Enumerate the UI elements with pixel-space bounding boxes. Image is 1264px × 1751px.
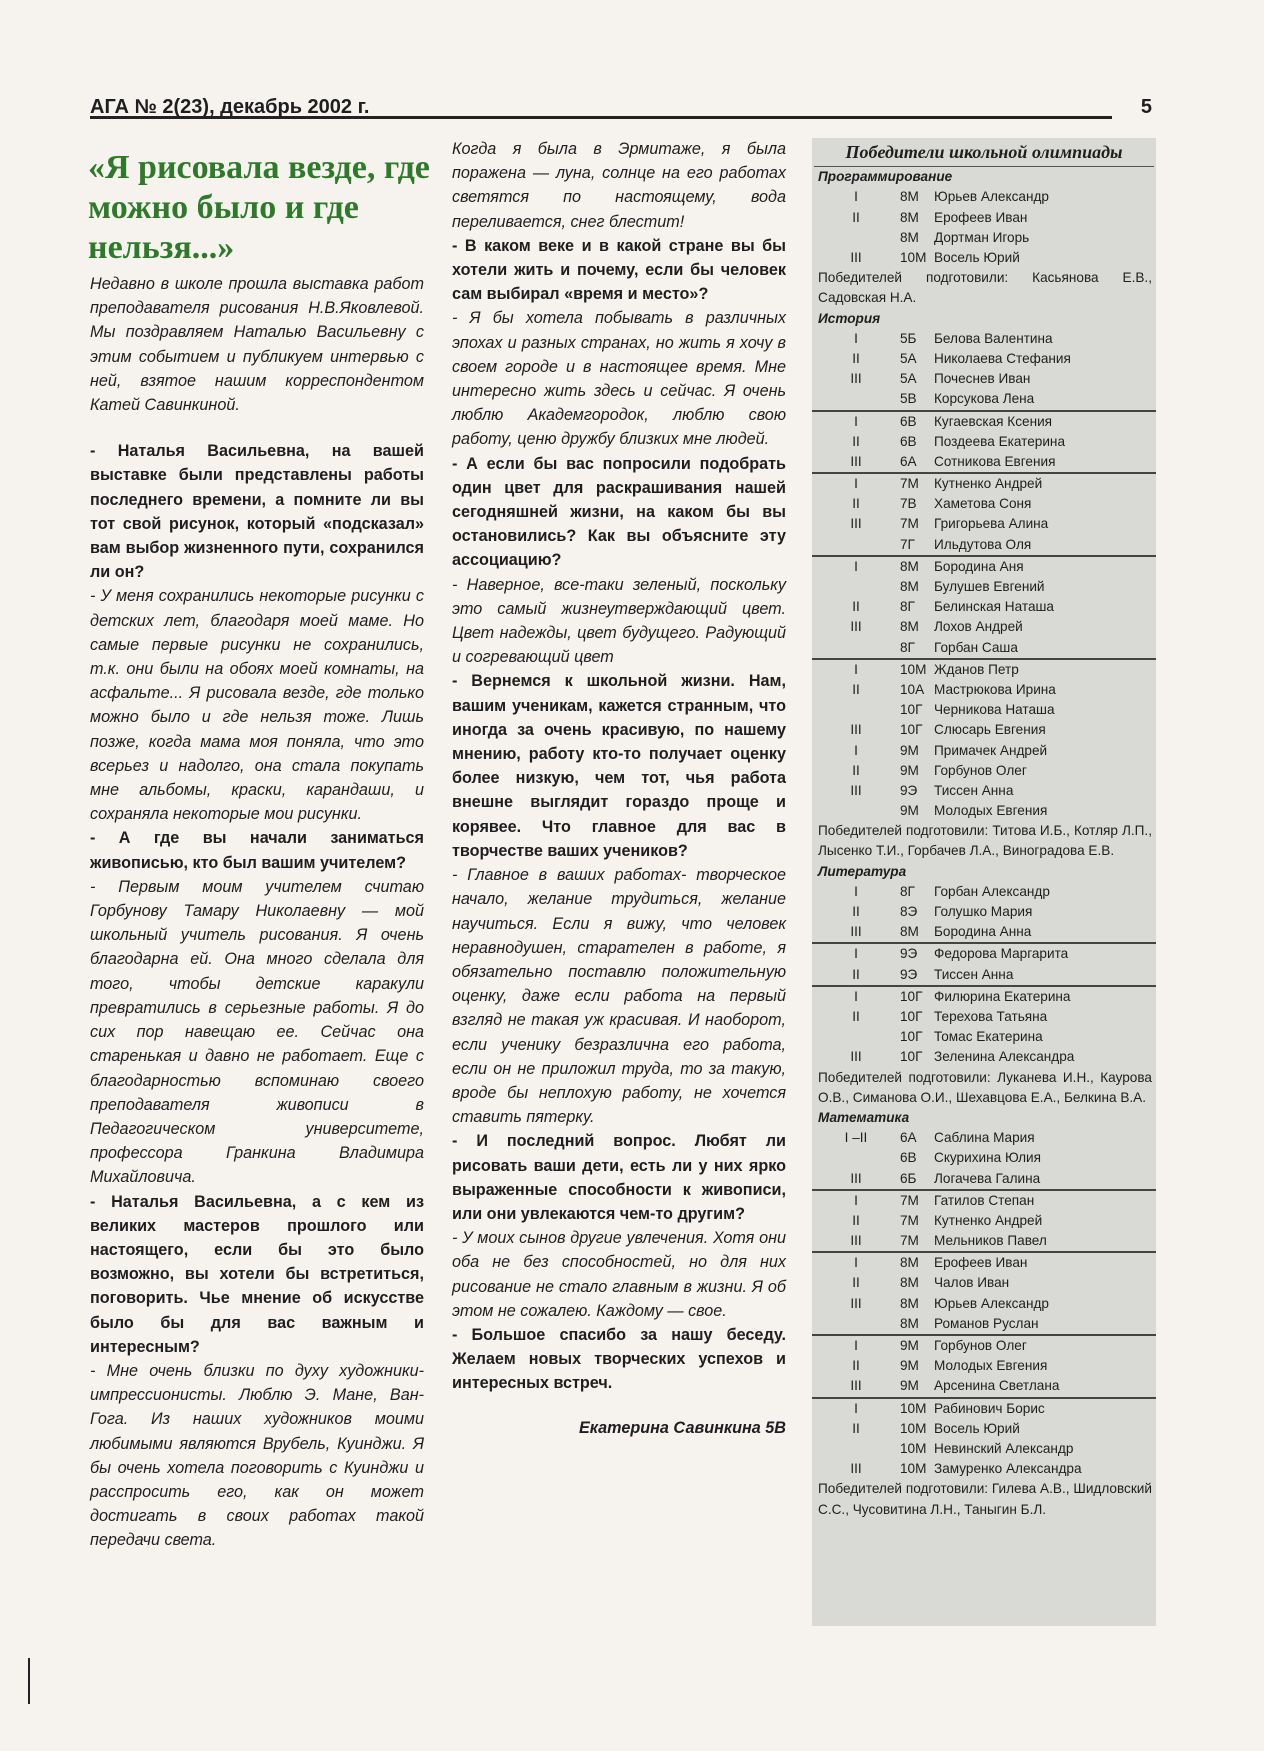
class: 7М (900, 1212, 919, 1228)
winner-row (812, 902, 1156, 922)
winner-row (812, 329, 1156, 349)
place: II (852, 681, 860, 697)
winner-row (812, 720, 1156, 740)
student-name: Горбунов Олег (934, 762, 1027, 778)
subject-heading: История (818, 310, 881, 326)
winner-row (812, 228, 1156, 248)
student-name: Дортман Игорь (934, 229, 1030, 245)
winner-row (812, 1169, 1156, 1189)
page-number: 5 (1140, 96, 1152, 118)
place: III (850, 722, 862, 738)
student-name: Горбунов Олег (934, 1338, 1027, 1354)
place: II (852, 350, 860, 366)
place: III (850, 1295, 862, 1311)
winner-row (812, 535, 1156, 555)
teachers-note: Победителей подготовили: Луканева И.Н., Каурова О.В., Симанова О.И., Шехавцова Е.А., Белкина В.А. (818, 1069, 1152, 1105)
class: 10М (900, 1420, 927, 1436)
class: 8Г (900, 883, 915, 899)
place: I (854, 476, 858, 492)
place: II (852, 496, 860, 512)
winner-row (812, 248, 1156, 268)
class: 7В (900, 496, 917, 512)
subject-heading: Программирование (818, 169, 953, 185)
class: 10М (900, 1440, 927, 1456)
winner-row (812, 922, 1156, 942)
student-name: Бородина Аня (934, 558, 1024, 574)
place: III (850, 1170, 862, 1186)
subject-heading: Литература (818, 863, 907, 879)
place (812, 1314, 900, 1334)
winner-row (812, 1294, 1156, 1314)
winner-row (812, 660, 1156, 680)
place: II (852, 904, 860, 920)
winner-row (812, 1459, 1156, 1479)
winner-row (812, 1211, 1156, 1231)
winner-row (812, 1191, 1156, 1211)
student-name: Почеснев Иван (934, 371, 1031, 387)
interview-answer: - У моих сынов другие увлечения. Хотя они оба не без способностей, но для них рисование не стало главным в жизни. Я об этом не сожалею. Каждому — свое. (452, 1229, 786, 1320)
class: 7Г (900, 536, 915, 552)
olympiad-winners-table (812, 138, 1156, 1626)
class: 8М (900, 619, 919, 635)
winner-row (812, 412, 1156, 432)
student-name: Арсенина Светлана (934, 1378, 1060, 1394)
header-rule (90, 116, 1112, 119)
class: 8Э (900, 904, 918, 920)
student-name: Томас Екатерина (934, 1029, 1043, 1045)
class: 5Б (900, 330, 917, 346)
student-name: Булушев Евгений (934, 579, 1045, 595)
student-name: Тиссен Анна (934, 782, 1014, 798)
place (812, 228, 900, 248)
place: II (852, 1358, 860, 1374)
class: 6В (900, 433, 917, 449)
place (812, 801, 900, 821)
winner-row (812, 597, 1156, 617)
class: 8М (900, 1315, 919, 1331)
winner-row (812, 1314, 1156, 1334)
winner-row (812, 781, 1156, 801)
place: II (852, 1275, 860, 1291)
article-title: «Я рисовала везде, где можно было и где нельзя...» (88, 149, 430, 266)
place: III (850, 782, 862, 798)
interview-answer: - У меня сохранились некоторые рисунки с детских лет, благодаря моей маме. Но самые первые рисунки не сохранились, т.к. они были на обоях моей комнаты, на асфальте... Я рисовала везде, где только можно было и где нельзя тоже. Лишь позже, когда мама моя поняла, что это всерьез и надолго, она стала покупать мне альбомы, краски, карандаши, и сохраняла некоторые мои рисунки. (90, 587, 424, 824)
student-name: Ильдутова Оля (934, 536, 1032, 552)
place: I (854, 988, 858, 1004)
interview-question: - Вернемся к школьной жизни. Нам, вашим ученикам, кажется странным, что иногда за очень красивую, по нашему мнению, работу кто-то получает оценку более низкую, чем тот, чья работа внешне выглядит гораздо проще и корявее. Что главное для вас в творчестве ваших учеников? (452, 672, 786, 860)
student-name: Кугаевская Ксения (934, 413, 1053, 429)
olympiad-group (812, 474, 1156, 557)
class: 9М (900, 1378, 919, 1394)
place: I (854, 1338, 858, 1354)
teachers-note: Победителей подготовили: Касьянова Е.В., Садовская Н.А. (818, 270, 1152, 306)
class: 10М (900, 661, 927, 677)
student-name: Федорова Маргарита (934, 946, 1069, 962)
place: III (850, 453, 862, 469)
winner-row (812, 1273, 1156, 1293)
olympiad-group (812, 1336, 1156, 1399)
winner-row (812, 944, 1156, 964)
winner-row (812, 1336, 1156, 1356)
student-name: Логачева Галина (934, 1170, 1041, 1186)
olympiad-group (812, 412, 1156, 475)
winner-row (812, 187, 1156, 207)
article-signature: Екатерина Савинкина 5В (578, 1418, 786, 1437)
olympiad-body (812, 167, 1156, 1520)
class: 8М (900, 1295, 919, 1311)
class: 9М (900, 1358, 919, 1374)
class: 8М (900, 924, 919, 940)
student-name: Рабинович Борис (934, 1400, 1045, 1416)
student-name: Николаева Стефания (934, 350, 1071, 366)
class: 10Г (900, 1049, 923, 1065)
student-name: Замуренко Александра (934, 1461, 1082, 1477)
student-name: Кутненко Андрей (934, 476, 1043, 492)
student-name: Черникова Наташа (934, 702, 1055, 718)
student-name: Гатилов Степан (934, 1192, 1035, 1208)
olympiad-group (812, 987, 1156, 1108)
interview-answer: - Наверное, все-таки зеленый, поскольку это самый жизнеутверждающий цвет. Цвет надежды, цвет будущего. Радующий и согревающий цвет (452, 575, 786, 667)
place: I (854, 330, 858, 346)
place (812, 1027, 900, 1047)
class: 9Э (900, 946, 918, 962)
student-name: Корсукова Лена (934, 391, 1035, 407)
class: 10М (900, 249, 927, 265)
place: I (854, 946, 858, 962)
olympiad-group (812, 309, 1156, 412)
class: 10Г (900, 1029, 923, 1045)
place (812, 638, 900, 658)
class: 6А (900, 1130, 917, 1146)
class: 8М (900, 558, 919, 574)
place: II (852, 209, 860, 225)
class: 8М (900, 189, 919, 205)
place: III (850, 1378, 862, 1394)
olympiad-group (812, 1108, 1156, 1191)
class: 5А (900, 350, 917, 366)
class: 9Э (900, 782, 918, 798)
winner-row (812, 1027, 1156, 1047)
student-name: Слюсарь Евгения (934, 722, 1046, 738)
place: I (854, 661, 858, 677)
student-name: Белинская Наташа (934, 599, 1054, 615)
place: I (854, 189, 858, 205)
subject-heading: Математика (818, 1109, 910, 1125)
class: 8Г (900, 599, 915, 615)
place (812, 577, 900, 597)
winner-row (812, 638, 1156, 658)
student-name: Юрьев Александр (934, 189, 1049, 205)
place: I –II (844, 1130, 868, 1146)
winner-row (812, 987, 1156, 1007)
winner-row (812, 1007, 1156, 1027)
class: 7М (900, 516, 919, 532)
place: II (852, 1009, 860, 1024)
student-name: Поздеева Екатерина (934, 433, 1065, 449)
place: II (852, 966, 860, 982)
student-name: Восель Юрий (934, 249, 1020, 265)
olympiad-group (812, 1191, 1156, 1254)
student-name: Кутненко Андрей (934, 1212, 1043, 1228)
winner-row (812, 680, 1156, 700)
class: 9М (900, 742, 919, 758)
winner-row (812, 1047, 1156, 1067)
place: III (850, 249, 862, 265)
class: 8М (900, 1255, 919, 1271)
class: 8М (900, 229, 919, 245)
winner-row (812, 349, 1156, 369)
class: 8М (900, 579, 919, 595)
place: I (854, 1400, 858, 1416)
class: 6Б (900, 1170, 917, 1186)
winner-row (812, 1376, 1156, 1396)
winner-row (812, 452, 1156, 472)
student-name: Чалов Иван (934, 1275, 1010, 1291)
winner-row (812, 965, 1156, 985)
place: I (854, 1192, 858, 1208)
class: 6В (900, 1150, 917, 1166)
student-name: Саблина Мария (934, 1130, 1035, 1146)
class: 5А (900, 371, 917, 387)
place: II (852, 433, 860, 449)
student-name: Лохов Андрей (934, 619, 1023, 635)
place (812, 535, 900, 555)
winner-row (812, 1148, 1156, 1168)
place: III (850, 1233, 862, 1249)
class: 8М (900, 1275, 919, 1291)
winner-row (812, 1419, 1156, 1439)
place: III (850, 619, 862, 635)
class: 7М (900, 1192, 919, 1208)
class: 7М (900, 1233, 919, 1249)
winner-row (812, 474, 1156, 494)
place: III (850, 371, 862, 387)
student-name: Григорьева Алина (934, 516, 1049, 532)
place: I (854, 413, 858, 429)
class: 5В (900, 391, 917, 407)
interview-answer: - Я бы хотела побывать в различных эпохах и разных странах, но жить я хочу в своем городе и в настоящее время. Мне интересно жить здесь и сейчас. Я очень люблю Академгородок, люблю свою работу, ценю дружбу близких мне людей. (452, 309, 786, 449)
student-name: Белова Валентина (934, 330, 1053, 346)
student-name: Примачек Андрей (934, 742, 1048, 758)
student-name: Ерофеев Иван (934, 1255, 1028, 1271)
margin-mark (28, 1658, 30, 1704)
class: 9М (900, 762, 919, 778)
winner-row (812, 514, 1156, 534)
student-name: Ерофеев Иван (934, 209, 1028, 225)
student-name: Жданов Петр (934, 661, 1019, 677)
place: III (850, 1049, 862, 1065)
winner-row (812, 1399, 1156, 1419)
interview-question: - Наталья Васильевна, а с кем из великих мастеров прошлого или настоящего, если бы это было возможно, вы хотели бы встретиться, поговорить. Чье мнение об искусстве было бы для вас важным и интересным? (90, 1192, 424, 1356)
student-name: Горбан Саша (934, 639, 1018, 655)
winner-row (812, 494, 1156, 514)
student-name: Юрьев Александр (934, 1295, 1049, 1311)
student-name: Зеленина Александра (934, 1049, 1075, 1065)
winner-row (812, 1439, 1156, 1459)
student-name: Тиссен Анна (934, 966, 1014, 982)
interview-question: - Наталья Васильевна, на вашей выставке были представлены работы последнего времени, а помните ли вы тот свой рисунок, который «подсказал» вам выбор жизненного пути, сохранился ли он? (90, 442, 424, 582)
place: II (852, 762, 860, 778)
interview-answer: - Мне очень близки по духу художники-импрессионисты. Люблю Э. Мане, Ван-Гога. Из наших художников моими любимыми являются Врубель, Куинджи. Я бы очень хотела поговорить с Куинджи и расспросить его, как он может достигать в своих работах такой передачи света. (90, 1361, 424, 1550)
class: 10Г (900, 1009, 923, 1024)
class: 8Г (900, 639, 915, 655)
student-name: Мельников Павел (934, 1233, 1047, 1249)
class: 9М (900, 1338, 919, 1354)
student-name: Сотникова Евгения (934, 453, 1056, 469)
winner-row (812, 761, 1156, 781)
olympiad-title: Победители школьной олимпиады (814, 138, 1154, 167)
winner-row (812, 1231, 1156, 1251)
place: II (852, 1212, 860, 1228)
olympiad-group (812, 1253, 1156, 1336)
winner-row (812, 1253, 1156, 1273)
interview-question: - И последний вопрос. Любят ли рисовать ваши дети, есть ли у них ярко выраженные способности к живописи, или они увлекаются чем-то другим? (452, 1132, 786, 1223)
class: 10М (900, 1400, 927, 1416)
paragraph-gap (90, 417, 424, 439)
article-column-1 (90, 272, 424, 1553)
student-name: Скурихина Юлия (934, 1150, 1041, 1166)
olympiad-group (812, 1399, 1156, 1520)
class: 6В (900, 413, 917, 429)
class: 9Э (900, 966, 918, 982)
interview-answer: - Главное в ваших работах- творческое начало, желание трудиться, желание научиться. Если я вижу, что человек неравнодушен, старателен в работе, я обязательно поставлю положительную оценку, даже если работа на первый взгляд не такая уж красивая. И наоборот, если ученику безразлична его работа, если он не приложил труда, то за такую, вроде бы неплохую работу, не хочется ставить пятерку. (452, 866, 786, 1127)
student-name: Хаметова Соня (934, 496, 1032, 512)
interview-question: - В каком веке и в какой стране вы бы хотели жить и почему, если бы человек сам выбирал «время и место»? (452, 236, 786, 304)
interview-answer: Недавно в школе прошла выставка работ преподавателя рисования Н.В.Яковлевой. Мы поздравляем Наталью Васильевну с этим событием и публикуем интервью с ней, взятое нашим корреспондентом Катей Савинкиной. (90, 275, 424, 415)
olympiad-group (812, 944, 1156, 986)
place: III (850, 1461, 862, 1477)
article-column-2 (452, 137, 786, 1440)
class: 8М (900, 209, 919, 225)
student-name: Горбан Александр (934, 883, 1050, 899)
place: I (854, 558, 858, 574)
interview-answer: - Первым моим учителем считаю Горбунову Тамару Николаевну — мой школьный учитель рисования. Я очень благодарна ей. Она много сделала для того, чтобы детские каракули превратились в серьезные работы. Я до сих пор навещаю ее. Сейчас она старенькая и давно не работает. Еще с благодарностью вспоминаю своего преподавателя живописи в Педагогическом университете, профессора Гранкина Владимира Михайловича. (90, 877, 424, 1187)
winner-row (812, 557, 1156, 577)
place: III (850, 516, 862, 532)
class: 10Г (900, 722, 923, 738)
olympiad-group (812, 557, 1156, 660)
place (812, 1439, 900, 1459)
student-name: Мастрюкова Ирина (934, 681, 1056, 697)
student-name: Восель Юрий (934, 1420, 1020, 1436)
place (812, 389, 900, 409)
place: I (854, 883, 858, 899)
winner-row (812, 882, 1156, 902)
place (812, 1148, 900, 1168)
student-name: Невинский Александр (934, 1440, 1074, 1456)
winner-row (812, 577, 1156, 597)
issue-label: АГА № 2(23), декабрь 2002 г. (90, 96, 370, 118)
winner-row (812, 208, 1156, 228)
winner-row (812, 700, 1156, 720)
class: 7М (900, 476, 919, 492)
olympiad-group (812, 660, 1156, 862)
place: I (854, 1255, 858, 1271)
class: 9М (900, 803, 919, 819)
student-name: Романов Руслан (934, 1315, 1039, 1331)
student-name: Молодых Евгения (934, 803, 1048, 819)
winner-row (812, 617, 1156, 637)
page-header (90, 96, 1152, 118)
teachers-note: Победителей подготовили: Гилева А.В., Шидловский С.С., Чусовитина Л.Н., Таныгин Б.Л. (818, 1481, 1152, 1517)
place: II (852, 1420, 860, 1436)
student-name: Бородина Анна (934, 924, 1032, 940)
olympiad-group (812, 862, 1156, 945)
student-name: Голушко Мария (934, 904, 1033, 920)
winner-row (812, 1128, 1156, 1148)
student-name: Терехова Татьяна (934, 1009, 1048, 1024)
olympiad-group (812, 167, 1156, 308)
winner-row (812, 389, 1156, 409)
winner-row (812, 741, 1156, 761)
place: I (854, 742, 858, 758)
class: 10Г (900, 702, 923, 718)
interview-question: - А если бы вас попросили подобрать один цвет для раскрашивания нашей сегодняшней жизни, на каком бы вы остановились? Как вы объясните эту ассоциацию? (452, 454, 786, 570)
class: 10М (900, 1461, 927, 1477)
winner-row (812, 801, 1156, 821)
teachers-note: Победителей подготовили: Титова И.Б., Котляр Л.П., Лысенко Т.И., Горбачев Л.А., Виноградова Е.В. (818, 823, 1152, 859)
student-name: Филюрина Екатерина (934, 988, 1071, 1004)
interview-question: - Большое спасибо за нашу беседу. Желаем новых творческих успехов и интересных встреч. (452, 1325, 786, 1393)
winner-row (812, 1356, 1156, 1376)
student-name: Молодых Евгения (934, 1358, 1048, 1374)
winner-row (812, 432, 1156, 452)
winner-row (812, 369, 1156, 389)
class: 10А (900, 681, 925, 697)
class: 6А (900, 453, 917, 469)
place (812, 700, 900, 720)
place: II (852, 599, 860, 615)
class: 10Г (900, 988, 923, 1004)
interview-answer: Когда я была в Эрмитаже, я была поражена — луна, солнце на его работах светятся по настоящему, вода переливается, снег блестит! (452, 140, 786, 231)
place: III (850, 924, 862, 940)
interview-question: - А где вы начали заниматься живописью, кто был вашим учителем? (90, 829, 424, 872)
